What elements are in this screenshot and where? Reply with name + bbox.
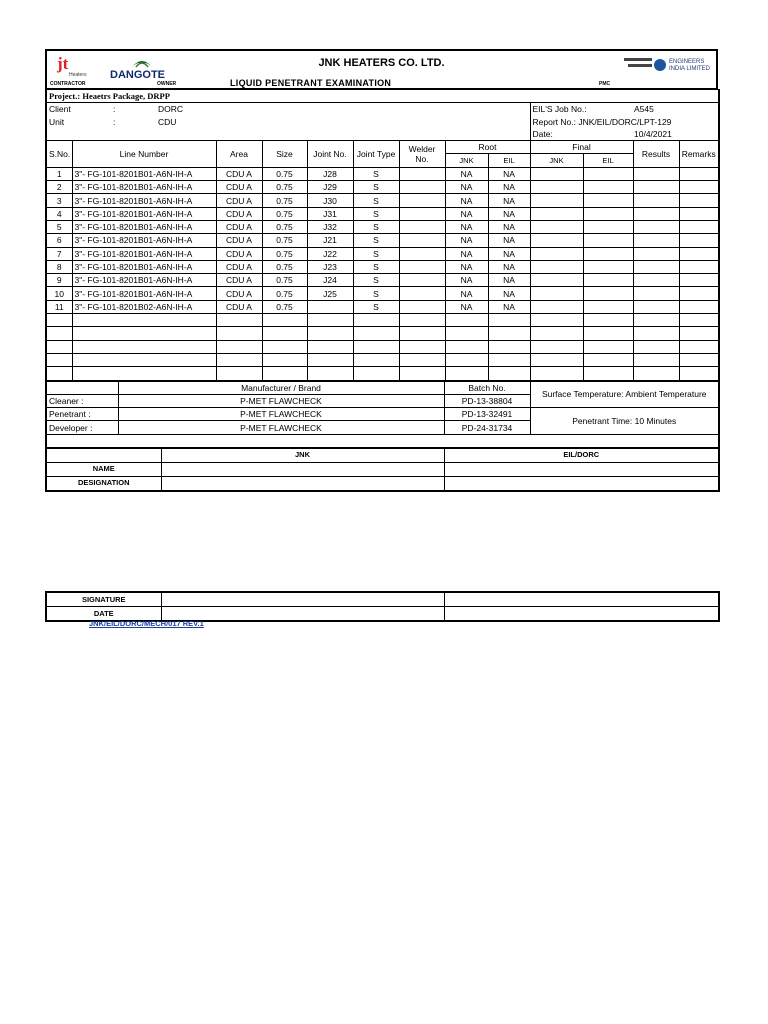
cell-remarks [679,274,719,287]
cell-type [353,340,399,353]
eil-designation-field[interactable] [444,476,719,491]
signature-label: SIGNATURE [46,592,161,607]
cell-root-jnk: NA [445,234,488,247]
cell-size: 0.75 [262,260,307,273]
cell-root-jnk [445,327,488,340]
penetrant-brand: P-MET FLAWCHECK [118,408,444,421]
signoff-jnk: JNK [161,448,444,462]
table-row [46,260,719,273]
cell-root-jnk: NA [445,167,488,180]
cell-results [633,220,679,233]
cell-sno: 5 [46,220,72,233]
cell-line: 3"- FG-101-8201B01-A6N-IH-A [72,274,216,287]
svg-text:DANGOTE: DANGOTE [110,69,165,81]
cell-final-jnk [530,314,583,327]
cell-sno: 3 [46,194,72,207]
cell-size [262,340,307,353]
eil-signature-field[interactable] [444,592,719,607]
table-row [46,367,719,380]
col-size: Size [262,141,307,168]
cell-joint [307,353,353,366]
cell-root-jnk: NA [445,274,488,287]
cell-root-jnk [445,353,488,366]
cell-area: CDU A [216,247,262,260]
col-final-eil: EIL [583,154,633,167]
table-row [46,300,719,313]
cell-size [262,314,307,327]
cell-sno: 10 [46,287,72,300]
cell-welder [399,167,445,180]
cell-final-jnk [530,194,583,207]
cell-root-eil: NA [488,287,530,300]
report-title: LIQUID PENETRANT EXAMINATION [230,78,392,88]
cell-line: 3"- FG-101-8201B01-A6N-IH-A [72,247,216,260]
joints-table [45,140,720,380]
cell-final-eil [583,367,633,380]
cell-sno [46,353,72,366]
eil-name-field[interactable] [444,462,719,476]
penetrant-time: Penetrant Time: 10 Minutes [530,408,719,435]
cell-welder [399,181,445,194]
cell-welder [399,207,445,220]
cell-final-jnk [530,247,583,260]
col-joint-no: Joint No. [307,141,353,168]
cell-final-eil [583,340,633,353]
cell-area: CDU A [216,234,262,247]
cell-type: S [353,167,399,180]
cell-results [633,181,679,194]
cell-area: CDU A [216,300,262,313]
cell-joint [307,327,353,340]
table-row [46,327,719,340]
cell-area: CDU A [216,167,262,180]
table-row [46,167,719,180]
cell-joint: J25 [307,287,353,300]
table-row [46,340,719,353]
cell-sno: 2 [46,181,72,194]
svg-text:INDIA LIMITED: INDIA LIMITED [669,66,711,72]
cell-results [633,274,679,287]
project-line: Project.: Heaetrs Package, DRPP [46,90,719,103]
cell-joint [307,300,353,313]
client-label: Client [49,104,71,115]
cell-results [633,207,679,220]
cell-area: CDU A [216,194,262,207]
table-row [46,287,719,300]
cell-line: 3"- FG-101-8201B02-A6N-IH-A [72,300,216,313]
report-label: Report No.: [532,116,576,127]
document-code: JNK/EIL/DORC/MECH/017 REV.1 [89,619,204,628]
cell-root-jnk: NA [445,207,488,220]
table-row [46,194,719,207]
cell-sno: 9 [46,274,72,287]
cell-root-jnk: NA [445,300,488,313]
cell-root-eil [488,314,530,327]
col-final-jnk: JNK [530,154,583,167]
cell-area [216,340,262,353]
cell-root-eil: NA [488,274,530,287]
cell-type: S [353,260,399,273]
client-sep: : [113,104,116,115]
cell-size: 0.75 [262,194,307,207]
cell-final-jnk [530,181,583,194]
unit-label: Unit [49,116,65,127]
table-row [46,207,719,220]
cell-remarks [679,181,719,194]
cell-welder [399,274,445,287]
cell-line: 3"- FG-101-8201B01-A6N-IH-A [72,260,216,273]
cell-final-jnk [530,340,583,353]
cell-root-jnk: NA [445,287,488,300]
cell-area [216,327,262,340]
cell-area [216,314,262,327]
report-number [530,116,719,128]
job-label: EIL'S Job No.: [530,103,632,116]
table-row [46,247,719,260]
cell-results [633,194,679,207]
cell-size [262,353,307,366]
company-name: JNK HEATERS CO. LTD. [318,57,445,69]
cell-root-jnk [445,340,488,353]
cleaner-brand: P-MET FLAWCHECK [118,394,444,407]
col-area: Area [216,141,262,168]
materials-table [45,381,720,448]
cell-root-eil [488,367,530,380]
cell-remarks [679,367,719,380]
cell-welder [399,260,445,273]
cell-remarks [679,207,719,220]
cell-joint: J24 [307,274,353,287]
cell-root-eil [488,327,530,340]
cell-remarks [679,247,719,260]
cell-type: S [353,300,399,313]
cell-size: 0.75 [262,220,307,233]
cell-results [633,234,679,247]
unit-sep: : [113,116,116,127]
cell-sno [46,340,72,353]
col-results: Results [633,141,679,168]
cell-remarks [679,194,719,207]
col-root-jnk: JNK [445,154,488,167]
cell-joint [307,314,353,327]
col-remarks: Remarks [679,141,719,168]
penetrant-batch: PD-13-32491 [444,408,530,421]
cell-welder [399,314,445,327]
developer-label: Developer : [46,421,118,434]
cell-welder [399,300,445,313]
cell-line: 3"- FG-101-8201B01-A6N-IH-A [72,220,216,233]
cell-results [633,300,679,313]
cell-final-eil [583,314,633,327]
cell-line: 3"- FG-101-8201B01-A6N-IH-A [72,287,216,300]
owner-label: OWNER [157,81,177,87]
name-label: NAME [46,462,161,476]
cell-final-eil [583,181,633,194]
cell-final-eil [583,300,633,313]
cell-size [262,327,307,340]
table-row [46,274,719,287]
project-info-table [45,89,720,140]
cell-size: 0.75 [262,300,307,313]
cell-area: CDU A [216,220,262,233]
cell-welder [399,327,445,340]
cell-joint [307,367,353,380]
cell-root-eil [488,353,530,366]
cell-final-jnk [530,260,583,273]
cell-welder [399,234,445,247]
signature-block [45,591,718,622]
cell-final-jnk [530,287,583,300]
jnk-signature-field[interactable] [161,592,444,607]
cell-line: 3"- FG-101-8201B01-A6N-IH-A [72,194,216,207]
svg-text:ENGINEERS: ENGINEERS [669,59,705,65]
cell-remarks [679,300,719,313]
designation-label: DESIGNATION [46,476,161,491]
cell-line [72,327,216,340]
cell-type: S [353,194,399,207]
cell-joint: J28 [307,167,353,180]
cell-final-eil [583,234,633,247]
cell-sno: 11 [46,300,72,313]
cell-size: 0.75 [262,207,307,220]
cell-type [353,353,399,366]
cell-final-jnk [530,220,583,233]
cell-area: CDU A [216,274,262,287]
eil-date-field[interactable] [444,607,719,622]
pmc-label: PMC [599,81,611,87]
cell-sno: 4 [46,207,72,220]
cell-remarks [679,260,719,273]
cell-remarks [679,287,719,300]
cell-root-jnk: NA [445,247,488,260]
cell-remarks [679,167,719,180]
table-row [46,220,719,233]
cell-size: 0.75 [262,274,307,287]
cell-final-eil [583,207,633,220]
cell-root-eil: NA [488,181,530,194]
date-label: Date: [530,128,632,140]
svg-text:jt: jt [57,54,69,73]
cell-size: 0.75 [262,234,307,247]
cell-root-eil [488,340,530,353]
cell-line: 3"- FG-101-8201B01-A6N-IH-A [72,207,216,220]
col-root: Root [445,141,530,154]
cell-final-jnk [530,207,583,220]
cell-results [633,367,679,380]
cell-root-eil: NA [488,220,530,233]
cell-type: S [353,247,399,260]
cell-root-eil: NA [488,300,530,313]
client-value: DORC [158,104,184,115]
cell-joint: J31 [307,207,353,220]
cell-final-eil [583,247,633,260]
cell-results [633,327,679,340]
table-row [46,234,719,247]
cell-final-jnk [530,274,583,287]
manufacturer-header: Manufacturer / Brand [118,381,444,394]
cell-line: 3"- FG-101-8201B01-A6N-IH-A [72,181,216,194]
cell-area [216,367,262,380]
contractor-label: CONTRACTOR [50,81,86,87]
cell-root-eil: NA [488,247,530,260]
cell-root-eil: NA [488,207,530,220]
cell-type: S [353,287,399,300]
col-final: Final [530,141,633,154]
cell-type [353,314,399,327]
cell-remarks [679,353,719,366]
cell-joint: J22 [307,247,353,260]
cell-remarks [679,220,719,233]
cell-final-eil [583,260,633,273]
cell-results [633,247,679,260]
cell-joint: J29 [307,181,353,194]
cell-final-jnk [530,167,583,180]
cell-welder [399,340,445,353]
cell-area: CDU A [216,181,262,194]
cell-final-eil [583,287,633,300]
cell-remarks [679,314,719,327]
cell-root-eil: NA [488,260,530,273]
col-joint-type: Joint Type [353,141,399,168]
cell-final-jnk [530,300,583,313]
cell-root-jnk: NA [445,194,488,207]
date-sign-label: DATE [46,607,161,622]
job-value: A545 [634,104,654,115]
col-welder-no: Welder No. [399,141,445,168]
table-row [46,353,719,366]
cell-root-jnk: NA [445,220,488,233]
cell-root-eil: NA [488,167,530,180]
developer-brand: P-MET FLAWCHECK [118,421,444,434]
cell-root-jnk [445,314,488,327]
cell-final-jnk [530,234,583,247]
cell-size: 0.75 [262,287,307,300]
developer-batch: PD-24-31734 [444,421,530,434]
cell-type: S [353,181,399,194]
unit-value: CDU [158,116,177,127]
cell-final-eil [583,353,633,366]
report-header [45,49,718,89]
cell-sno: 8 [46,260,72,273]
cell-final-eil [583,274,633,287]
cell-welder [399,194,445,207]
signoff-table [45,448,720,492]
signoff-eil: EIL/DORC [444,448,719,462]
cell-sno [46,314,72,327]
cell-joint: J21 [307,234,353,247]
cell-remarks [679,234,719,247]
cell-size: 0.75 [262,181,307,194]
cell-sno [46,367,72,380]
cell-area: CDU A [216,260,262,273]
cell-sno: 1 [46,167,72,180]
cell-size: 0.75 [262,247,307,260]
cell-results [633,287,679,300]
table-row [46,181,719,194]
date-value: 10/4/2021 [634,129,672,140]
cell-joint: J32 [307,220,353,233]
cell-type [353,367,399,380]
cell-root-jnk: NA [445,181,488,194]
cell-line: 3"- FG-101-8201B01-A6N-IH-A [72,167,216,180]
cell-results [633,167,679,180]
cell-final-jnk [530,327,583,340]
svg-text:Heaters: Heaters [69,72,87,78]
cell-results [633,353,679,366]
cell-size [262,367,307,380]
cell-welder [399,247,445,260]
col-line-number: Line Number [72,141,216,168]
report-sheet [45,49,718,492]
cell-remarks [679,340,719,353]
cell-final-eil [583,167,633,180]
cell-sno [46,327,72,340]
col-root-eil: EIL [488,154,530,167]
col-sno: S.No. [46,141,72,168]
cell-root-eil: NA [488,194,530,207]
cell-type [353,327,399,340]
cell-area: CDU A [216,287,262,300]
cell-size: 0.75 [262,167,307,180]
cell-line [72,367,216,380]
cell-line [72,353,216,366]
penetrant-label: Penetrant : [46,408,118,421]
cell-root-jnk [445,367,488,380]
cell-welder [399,287,445,300]
cell-final-eil [583,194,633,207]
cell-line: 3"- FG-101-8201B01-A6N-IH-A [72,234,216,247]
cell-remarks [679,327,719,340]
cell-results [633,340,679,353]
cell-joint: J23 [307,260,353,273]
cell-type: S [353,220,399,233]
cell-root-eil: NA [488,234,530,247]
cell-type: S [353,234,399,247]
surface-temperature: Surface Temperature: Ambient Temperature [530,381,719,408]
report-value: JNK/EIL/DORC/LPT-129 [578,116,672,127]
batch-header: Batch No. [444,381,530,394]
cell-line [72,314,216,327]
cell-final-eil [583,220,633,233]
cell-sno: 6 [46,234,72,247]
cell-final-eil [583,327,633,340]
cell-joint [307,340,353,353]
cleaner-label: Cleaner : [46,394,118,407]
cell-joint: J30 [307,194,353,207]
cell-welder [399,220,445,233]
cell-final-jnk [530,353,583,366]
cell-type: S [353,274,399,287]
cell-line [72,340,216,353]
signature-table [45,591,720,622]
table-row [46,314,719,327]
cell-area: CDU A [216,207,262,220]
cell-results [633,260,679,273]
cell-welder [399,367,445,380]
cell-root-jnk: NA [445,260,488,273]
cell-welder [399,353,445,366]
jnk-designation-field[interactable] [161,476,444,491]
jnk-name-field[interactable] [161,462,444,476]
cell-final-jnk [530,367,583,380]
cleaner-batch: PD-13-38804 [444,394,530,407]
cell-type: S [353,207,399,220]
cell-area [216,353,262,366]
cell-results [633,314,679,327]
cell-sno: 7 [46,247,72,260]
